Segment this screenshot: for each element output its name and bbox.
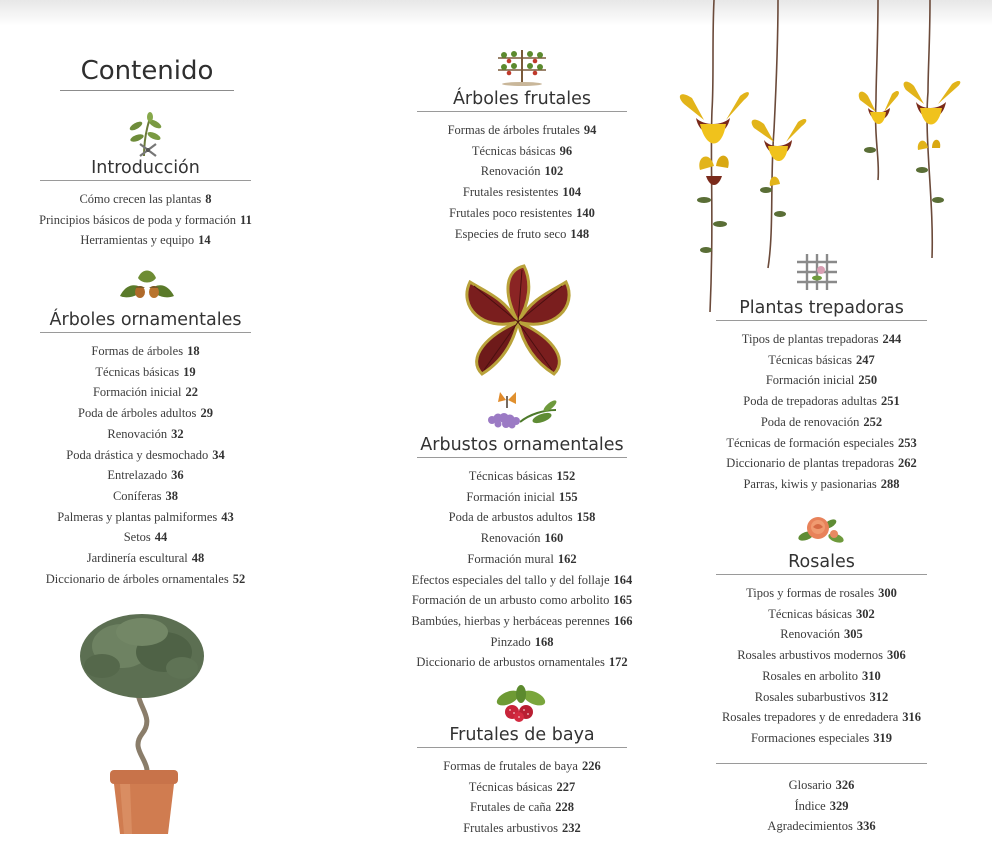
toc-entry[interactable]: Pinzado 168 [490,634,554,649]
toc-entry[interactable]: Formación inicial 155 [466,489,578,504]
toc-entry[interactable]: Técnicas básicas 247 [768,352,875,367]
toc-entry[interactable]: Diccionario de arbustos ornamentales 172 [416,655,628,670]
toc-entry[interactable]: Técnicas básicas 96 [471,143,573,158]
toc-entry[interactable]: Formaciones especiales 319 [750,730,893,745]
toc-entry[interactable]: Rosales en arbolito 310 [762,668,881,683]
trellis-icon [795,252,839,292]
flower-cluster [680,92,749,185]
toc-entry[interactable]: Renovación 305 [780,627,863,642]
section-heading: Árboles frutales [417,89,627,112]
toc-entry[interactable]: Efectos especiales del tallo y del follaje 164 [411,572,633,587]
toc-entry[interactable]: Poda de árboles adultos 29 [78,406,213,421]
toc-entry[interactable]: Glosario 326 [788,778,855,792]
oak-leaves-icon [116,266,178,306]
toc-entry[interactable]: Técnicas básicas 227 [468,779,576,794]
toc-entry[interactable]: Formación mural 162 [467,551,577,566]
toc-entry[interactable]: Formación de un arbusto como arbolito 165 [411,593,633,608]
pruning-shears-icon [124,112,166,158]
section-heading: Plantas trepadoras [716,298,927,321]
toc-entry[interactable]: Herramientas y equipo 14 [80,233,211,248]
section-arboles-frutales [417,89,627,244]
toc-entry[interactable]: Frutales poco resistentes 140 [449,205,595,220]
toc-entry[interactable]: Formas de árboles 18 [91,344,200,358]
toc-entry[interactable]: Diccionario de plantas trepadoras 262 [726,456,917,471]
section-apendices [716,775,927,837]
espalier-tree-icon [494,44,550,86]
section-heading: Introducción [40,158,251,181]
toc-entry[interactable]: Rosales trepadores y de enredadera 316 [721,710,922,725]
toc-entry[interactable]: Entrelazado 36 [107,468,184,483]
toc-entry[interactable]: Coníferas 38 [112,488,179,503]
toc-entry[interactable]: Formación inicial 22 [92,385,199,400]
section-rosales [716,552,927,749]
toc-entry[interactable]: Poda de arbustos adultos 158 [448,510,596,525]
toc-entry[interactable]: Palmeras y plantas palmiformes 43 [57,509,234,524]
toc-entry[interactable]: Tipos y formas de rosales 300 [746,586,897,600]
topiary-tree-illustration [72,610,212,842]
toc-entry[interactable]: Técnicas básicas 302 [768,606,875,621]
section-heading: Rosales [716,552,927,575]
section-heading: Frutales de baya [417,725,627,748]
toc-entry[interactable]: Jardinería escultural 48 [86,551,205,566]
section-arboles-ornamentales [40,310,251,589]
toc-entry[interactable]: Parras, kiwis y pasionarias 288 [743,476,900,491]
toc-entry[interactable]: Cómo crecen las plantas 8 [79,192,212,206]
toc-entry[interactable]: Poda drástica y desmochado 34 [66,447,225,462]
toc-entry[interactable]: Formas de árboles frutales 94 [447,123,597,137]
toc-entry[interactable]: Formas de frutales de baya 226 [443,759,601,773]
toc-entry[interactable]: Rosales subarbustivos 312 [754,689,889,704]
toc-entry[interactable]: Frutales arbustivos 232 [463,821,581,836]
toc-entry[interactable]: Frutales resistentes 104 [462,185,582,200]
toc-entry[interactable]: Técnicas de formación especiales 253 [726,435,917,450]
section-plantas-trepadoras [716,298,927,495]
toc-entry[interactable]: Renovación 102 [480,164,564,179]
section-introduccion [40,158,251,251]
section-frutales-baya [417,725,627,839]
page-title: Contenido [60,56,234,91]
toc-entry[interactable]: Poda de renovación 252 [760,414,883,429]
rose-icon [798,512,844,548]
toc-entry[interactable]: Técnicas básicas 19 [95,364,196,379]
toc-entry[interactable]: Bambúes, hierbas y herbáceas perennes 166 [411,613,633,628]
toc-entry[interactable]: Principios básicos de poda y formación 11 [39,212,252,227]
toc-entry[interactable]: Frutales de caña 228 [470,800,574,815]
appendix-divider [716,763,927,764]
toc-entry[interactable]: Agradecimientos 336 [767,819,876,834]
toc-entry[interactable]: Especies de fruto seco 148 [454,226,590,241]
buddleja-butterfly-icon [484,388,560,430]
toc-entry[interactable]: Tipos de plantas trepadoras 244 [741,332,902,346]
berries-icon [494,684,548,724]
toc-entry[interactable]: Índice 329 [794,798,849,813]
toc-entry[interactable]: Renovación 160 [480,531,564,546]
toc-entry[interactable]: Rosales arbustivos modernos 306 [737,648,906,663]
toc-entry[interactable]: Poda de trepadoras adultas 251 [743,394,900,409]
toc-entry[interactable]: Técnicas básicas 152 [468,469,576,483]
toc-entry[interactable]: Formación inicial 250 [765,373,878,388]
toc-entry[interactable]: Setos 44 [123,530,168,545]
section-heading: Arbustos ornamentales [417,435,627,458]
section-arbustos-ornamentales [411,435,633,673]
section-heading: Árboles ornamentales [40,310,251,333]
toc-entry[interactable]: Renovación 32 [107,426,184,441]
coleus-plant-illustration [452,262,584,380]
toc-entry[interactable]: Diccionario de árboles ornamentales 52 [45,571,246,586]
